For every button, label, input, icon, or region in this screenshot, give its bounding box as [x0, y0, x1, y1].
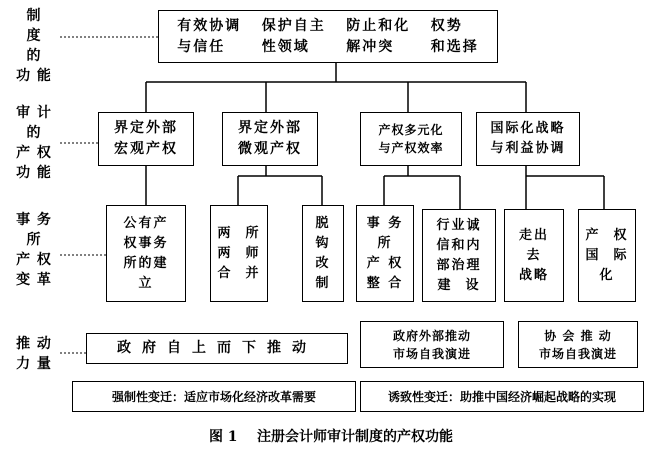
- reform-box-two-merge: 两 所 两 师 合 并: [210, 205, 268, 302]
- row-label-business-reform: 事 务 所 产 权 变 革: [16, 212, 52, 288]
- row-label-driving-force: 推 动 力 量: [16, 336, 52, 372]
- driving-box-government: 政府自上而下推动: [86, 333, 348, 364]
- reform-box-public-rights: 公有产 权事务 所的建 立: [106, 205, 186, 302]
- driving-box-gov-market: 政府外部推动 市场自我演进: [360, 321, 504, 368]
- institution-functions-box: [158, 10, 498, 63]
- reform-box-international-rights: 产 权 国 际 化: [578, 209, 636, 302]
- audit-box-micro-rights: 界定外部 微观产权: [222, 112, 318, 166]
- change-box-induced: 诱致性变迁：助推中国经济崛起战略的实现: [360, 381, 644, 412]
- row-label-audit-function: 审 计 的 产 权 功 能: [16, 105, 52, 181]
- change-box-compulsory: 强制性变迁：适应市场化经济改革需要: [72, 381, 356, 412]
- reform-box-integrate: 事 务 所 产 权 整 合: [356, 205, 414, 302]
- function-prevent-conflict: 防止和化 解冲突: [346, 17, 411, 55]
- audit-box-diversify-rights: 产权多元化 与产权效率: [360, 112, 462, 166]
- reform-box-decouple: 脱 钩 改 制: [302, 205, 344, 302]
- driving-box-association-market: 协 会 推 动 市场自我演进: [518, 321, 638, 368]
- audit-box-international-strategy: 国际化战略 与利益协调: [476, 112, 580, 166]
- reform-box-going-out: 走出 去 战略: [504, 209, 564, 302]
- reform-box-governance: 行业诚 信和内 部治理 建 设: [422, 209, 496, 302]
- function-protect-autonomy: 保护自主 性领域: [261, 17, 326, 55]
- audit-box-macro-rights: 界定外部 宏观产权: [98, 112, 194, 166]
- row-label-institution-function: 制 度 的 功 能: [16, 8, 52, 84]
- figure-caption: 图 1 注册会计师审计制度的产权功能: [208, 429, 454, 445]
- function-coordinate-trust: 有效协调 与信任: [177, 17, 242, 55]
- function-authority-choice: 权势 和选择: [430, 17, 479, 55]
